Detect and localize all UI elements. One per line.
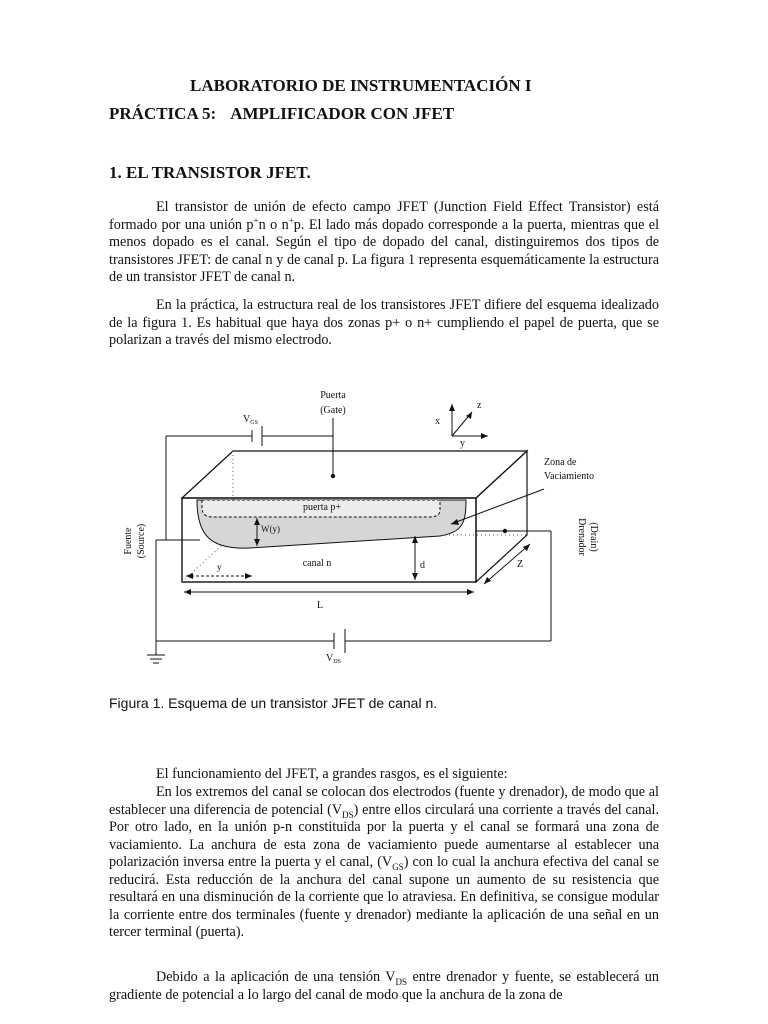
subscript: DS [342,809,354,820]
z-dimension-label: Z [517,559,524,570]
axis-y-label: y [460,438,465,449]
depth-label: d [420,560,425,571]
arrowhead [484,577,491,584]
paragraph-operation-intro [109,766,659,784]
arrowhead [467,589,474,595]
text-segment: entre drenador y fuente, se establecerá un gradiente de potencial a lo largo del canal de modo que la anchura de la zona de [109,969,659,1003]
practice-name: AMPLIFICADOR CON JFET [230,104,455,123]
width-label: W(y) [261,524,280,534]
vgs-label: $V_{GS}$ [243,414,258,426]
drain-label-en: (Drain) [588,522,599,552]
paragraph-operation [109,784,659,942]
practice-number: PRÁCTICA 5: [109,104,217,123]
subscript: DS [395,976,408,987]
text-segment: El funcionamiento del JFET, a grandes rasgos, es el siguiente: [156,766,508,782]
text-segment: ) con lo cual la anchura efectiva del canal se reducirá. Esta reducción de la anchura del canal supone un aumento de su resistencia que resultará en una disminución de la corriente que lo atraviesa. En definitiva, se consigue modular la corriente entre dos terminales (fuente y drenador) mediante la aplicación de una señal en un tercer terminal (puerta). [109,854,659,940]
text-segment: El transistor de unión de efecto campo JFET (Junction Field Effect Transistor) está formado por una unión p [109,199,659,233]
gate-region-label: puerta p+ [302,502,342,513]
source-label-en: (Source) [136,523,147,559]
figure-caption: Figura 1. Esquema de un transistor JFET de canal n. [109,695,438,711]
ground-icon [147,655,165,663]
text-segment: En los extremos del canal se colocan dos electrodos (fuente y drenador), de modo que al establecer una diferencia de potencial (V [109,784,659,818]
drain-contact [503,529,507,533]
box-top-face [182,451,527,498]
gate-label: Puerta [320,390,346,401]
arrowhead [245,573,252,579]
text-segment: ) entre ellos circulará una corriente a través del canal. Por otro lado, en la unión p-n constituida por la puerta y el canal se formará una zona de vaciamiento. La anchura de esta zona de vaciamiento puede aumentarse al establecer una polarización inversa entre la puerta y el canal, (V [109,801,659,870]
gate-contact [331,474,335,478]
axes-icon [452,404,488,436]
text-segment: p. El lado más dopado corresponde a la puerta, mientras que el menos dopado es el canal. Según el tipo de dopado del canal, distinguiremos dos tipos de transistores JFET: de canal n y de canal p. La figura 1 representa esquemáticamente la estructura de un transistor JFET de canal n. [109,216,660,285]
gate-label-en: (Gate) [320,405,346,416]
superscript: + [253,214,259,225]
channel-label: canal n [302,558,332,569]
text-segment: Debido a la aplicación de una tensión V [156,969,396,985]
paragraph-gradient [109,969,659,1004]
depletion-label: Zona de [544,457,577,468]
vds-label: $V_{DS}$ [326,653,341,665]
superscript: + [288,214,294,225]
text-segment: n o n [258,216,289,233]
depletion-label-2: Vaciamiento [544,471,594,482]
arrowhead [186,573,193,579]
axis-z-label: z [477,400,482,411]
source-label: Fuente [123,527,134,555]
y-dimension-label: y [217,562,222,572]
drain-label: Drenador [576,518,587,556]
arrowhead [481,433,488,439]
section-heading: 1. EL TRANSISTOR JFET. [109,163,311,182]
document-title: LABORATORIO DE INSTRUMENTACIÓN I [190,76,532,95]
subscript: GS [392,861,404,872]
arrowhead [412,573,418,580]
length-label: L [316,600,324,611]
axis-x-label: x [435,416,440,427]
text-segment: En la práctica, la estructura real de los transistores JFET difiere del esquema idealizado de la figura 1. Es habitual que haya dos zonas p+ o n+ cumpliendo el papel de puerta, que se polarizan a través del mismo electrodo. [109,297,659,348]
arrowhead [523,544,530,551]
arrowhead [184,589,191,595]
arrowhead [449,404,455,411]
